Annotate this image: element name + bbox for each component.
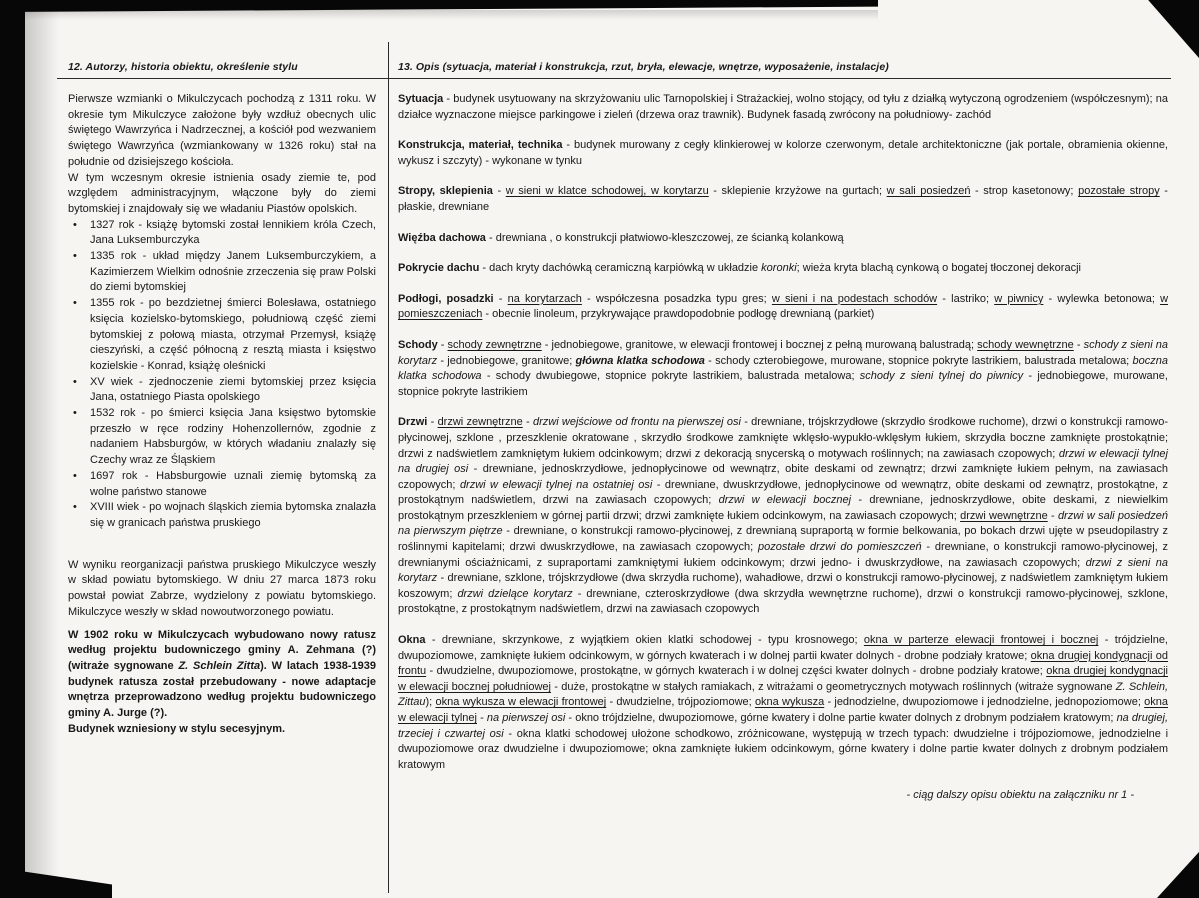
bullet-text: 1327 rok - książę bytomski został lennikiem króla Czech, Jana Luksemburczyka <box>90 218 376 247</box>
scan-shadow-left <box>25 0 59 898</box>
bullet-icon <box>73 469 77 485</box>
section-konstrukcja: Konstrukcja, materiał, technika - budynek murowany z cegły klinkierowej w kolorze czerwonym, detale architektoniczne (jak portale, obramienia okienne, wykusz i szczyty) - wykonane w tynku <box>398 139 1168 167</box>
history-paragraph: W wyniku reorganizacji państwa pruskiego Mikulczyce weszły w skład powiatu bytomskiego. W dniu 27 marca 1873 roku powstał powiat Zabrze, wydzielony z powiatu bytomskiego. Mikulczyce weszły w skład nowoutworzonego powiatu. <box>68 558 376 618</box>
section-drzwi: Drzwi - drzwi zewnętrzne - drzwi wejściowe od frontu na pierwszej osi - drewniane, trójskrzydłowe (skrzydło środkowe ruchome), drzwi o konstrukcji ramowo-płycinowej, szklone , przeszklenie okratowane , skrzydło środkowe zamknięte wklęsło-wypukło-wklęsłym łukiem, skrzydła boczne zamknięte prostokątnie; drzwi z nadświetlem zamkniętym łukiem odcinkowym; drzwi z dekoracją snycerską o motywach roślinnych; na zawiasach czopowych; drzwi w elewacji tylnej na drugiej osi - drewniane, jednoskrzydłowe, jednopłycinowe od wewnątrz, obite deskami od zewnątrz; drzwi zamknięte łukiem pełnym, na zawiasach czopowych; drzwi w elewacji tylnej na ostatniej osi - drewniane, dwuskrzydłowe, jednopłycinowe od wewnątrz, obite deskami od zewnątrz, prostokątne, z prostokątnym nadświetlem, drzwi na zawiasach czopowych; drzwi w elewacji bocznej - drewniane, jednoskrzydłowe, obite deskami, z niewielkim prostokątnym przeszkleniem w górnej partii drzwi; drzwi zamknięte łukiem odcinkowym, na zawiasach czopowych; drzwi wewnętrzne - drzwi w sali posiedzeń na pierwszym piętrze - drewniane, o konstrukcji ramowo-płycinowej, z drewnianą supraportą w formie belkowania, po bokach drzwi ujęte w pseudopilastry z roślinnymi kapitelami; drzwi dwuskrzydłowe, na zawiasach czopowych; pozostałe drzwi do pomieszczeń - drewniane, o konstrukcji ramowo-płycinowej, z drewnianymi ościażnicami, z supraportami zamkniętymi łukiem odcinkowym; drzwi jedno- i dwuskrzydłowe, na zawiasach czopowych; drzwi z sieni na korytarz - drewniane, szklone, trójskrzydłowe (dwa skrzydła ruchome), wahadłowe, drzwi o konstrukcji ramowo-płycinowej, z nadświetlem zamkniętym łukiem koszowym; drzwi dzielące korytarz - drewniane, czteroskrzydłowe (dwa skrzydła wewnętrzne ruchome), drzwi o konstrukcji ramowo-płycinowej, szklone, prostokątne, z prostokątnym nadświetlem, drzwi na zawiasach czopowych <box>398 416 1169 616</box>
left-column-history <box>68 92 376 737</box>
history-bullet-item <box>68 406 376 469</box>
bullet-text: 1532 rok - po śmierci księcia Jana księstwo bytomskie przeszło w ręce rodziny Hohenzollernów, zgodnie z nadaniem Habsburgów, w których władaniu znalazły się Czechy wraz ze Śląskiem <box>90 407 376 467</box>
scan-shadow-top <box>0 10 878 20</box>
bullet-icon <box>73 406 77 422</box>
history-bullet-item <box>68 296 376 375</box>
history-paragraph: Pierwsze wzmianki o Mikulczycach pochodzą z 1311 roku. W okresie tym Mikulczyce założone były wzdłuż obecnych ulic świętego Wawrzyńca i Nadrzecznej, a kościół pod wezwaniem świętego Wawrzyńca (wzmiankowany w 1326 roku) stał na południe od dzisiejszego kościoła. <box>68 93 376 168</box>
bullet-icon <box>73 375 77 391</box>
history-paragraph-town-hall: W 1902 roku w Mikulczycach wybudowano nowy ratusz według projektu budowniczego gminy A. Zehmana (?) (witraże sygnowane Z. Schlein Zitta). W latach 1938-1939 budynek ratusza został przebudowany - nowe adaptacje wnętrza przeprowadzono według projektu budowniczego gminy A. Jurge (?). <box>68 628 376 720</box>
history-bullet-list <box>68 218 376 532</box>
section-okna: Okna - drewniane, skrzynkowe, z wyjątkiem okien klatki schodowej - typu krosnowego; okna w parterze elewacji frontowej i bocznej - trójdzielne, dwupoziomowe, zamknięte łukiem odcinkowym, w górnych kwaterach i w dolnej partii kwater dolnych - drobne podziały kratowe; okna drugiej kondygnacji od frontu - dwudzielne, dwupoziomowe, prostokątne, w górnych kwaterach i w dolnej części kwater dolnych - drobne podziały kratowe; okna drugiej kondygnacji w elewacji bocznej południowej - duże, prostokątne w stałych ramiakach, z witrażami o geometrycznych motywach roślinnych (witraże sygnowane Z. Schlein, Zittau); okna wykusza w elewacji frontowej - dwudzielne, trójpoziomowe; okna wykusza - jednodzielne, dwupoziomowe i jednodzielne, jednopoziomowe; okna w elewacji tylnej - na pierwszej osi - okno trójdzielne, dwupoziomowe, górne kwatery i dolne partie kwater dolnych z drobnym podziałem kratowym; na drugiej, trzeciej i czwartej osi - okna klatki schodowej ułożone schodkowo, zróżnicowane, występują w trzech typach: dwudzielne i trójpoziomowe, jednodzielne i dwupoziomowe oraz dwudzielne i dwupoziomowe; okna zamknięte łukiem odcinkowym, górne kwatery i dolne partie kwater dolnych z drobnym podziałem kratowym <box>398 634 1169 771</box>
header-rule-line <box>57 78 1171 79</box>
bullet-text: 1335 rok - układ między Janem Luksemburczykiem, a Kazimierzem Wielkim odnośnie zrzeczenia się praw Polski do ziemi bytomskiej <box>90 250 376 294</box>
section-schody: Schody - schody zewnętrzne - jednobiegowe, granitowe, w elewacji frontowej i bocznej z pełną murowaną balustradą; schody wewnętrzne - schody z sieni na korytarz - jednobiegowe, granitowe; główna klatka schodowa - schody czterobiegowe, murowane, stopnice pokryte lastrikiem, balustrada metalowa; boczna klatka schodowa - schody dwubiegowe, stopnice pokryte lastrikiem, balustrada metalowa; schody z sieni tylnej do piwnicy - jednobiegowe, murowane, stopnice pokryte lastrikiem <box>398 338 1168 398</box>
history-bullet-item <box>68 500 376 531</box>
bullet-text: 1355 rok - po bezdzietnej śmierci Bolesława, ostatniego księcia kozielsko-bytomskiego, południową część ziemi bytomskiej z połową miasta, otrzymał Przemysł, książę cieszyński, a część północną z resztą miasta i księstwo kozielskie - Konrad, książę oleśnicki <box>90 297 376 372</box>
section-sytuacja: Sytuacja - budynek usytuowany na skrzyżowaniu ulic Tarnopolskiej i Strażackiej, wolno stojący, od tyłu z działką wytyczoną ogrodzeniem (współczesnym); na działce wyznaczone miejsce parkingowe i zieleń (drzewa oraz trawnik). Budynek fasadą zwrócony na południowy- zachód <box>398 93 1168 121</box>
history-bullet-item <box>68 375 376 406</box>
bullet-text: XV wiek - zjednoczenie ziemi bytomskiej przez księcia Jana, ostatniego Piasta opolskiego <box>90 375 376 404</box>
right-column-description <box>398 92 1168 804</box>
scan-edge-left <box>0 0 25 898</box>
section-podlogi: Podłogi, posadzki - na korytarzach - współczesna posadzka typu gres; w sieni i na podestach schodów - lastriko; w piwnicy - wylewka betonowa; w pomieszczeniach - obecnie linoleum, przykrywające prawdopodobnie podłogę drewnianą (parkiet) <box>398 292 1169 321</box>
bullet-text: 1697 rok - Habsburgowie uznali ziemię bytomską za wolne państwo stanowe <box>90 469 376 498</box>
bullet-icon <box>73 296 77 312</box>
bullet-icon <box>73 218 77 234</box>
history-bullet-item <box>68 249 376 296</box>
scan-corner-bottom-right <box>1157 852 1199 898</box>
section-stropy: Stropy, sklepienia - w sieni w klatce schodowej, w korytarzu - sklepienie krzyżowe na gurtach; w sali posiedzeń - strop kasetonowy; pozostałe stropy - płaskie, drewniane <box>398 185 1168 213</box>
section-13-heading: 13. Opis (sytuacja, materiał i konstrukcja, rzut, bryła, elewacje, wnętrze, wyposażenie, instalacje) <box>398 61 889 73</box>
history-bullet-item <box>68 469 376 500</box>
scan-corner-top-right <box>1137 0 1199 58</box>
bullet-icon <box>73 249 77 265</box>
history-bullet-item <box>68 218 376 249</box>
continuation-note: - ciąg dalszy opisu obiektu na załączniku nr 1 - <box>906 789 1134 802</box>
bullet-icon <box>73 500 77 516</box>
section-pokrycie-dachu: Pokrycie dachu - dach kryty dachówką ceramiczną karpiówką w układzie koronki; wieża kryta blachą cynkową o bogatej tłoczonej dekoracji <box>398 262 1081 275</box>
column-divider-line <box>388 42 389 893</box>
style-statement: Budynek wzniesiony w stylu secesyjnym. <box>68 722 286 735</box>
bullet-text: XVIII wiek - po wojnach śląskich ziemia bytomska znalazła się w granicach państwa pruskiego <box>90 501 376 529</box>
history-paragraph: W tym wczesnym okresie istnienia osady ziemie te, pod względem administracyjnym, włączone były do ziemi bytomskiej i znajdowały się we władaniu Piastów opolskich. <box>68 171 376 215</box>
section-wiezba-dachowa: Więźba dachowa - drewniana , o konstrukcji płatwiowo-kleszczowej, ze ścianką kolankową <box>398 231 844 244</box>
section-12-heading: 12. Autorzy, historia obiektu, określenie stylu <box>68 61 298 73</box>
